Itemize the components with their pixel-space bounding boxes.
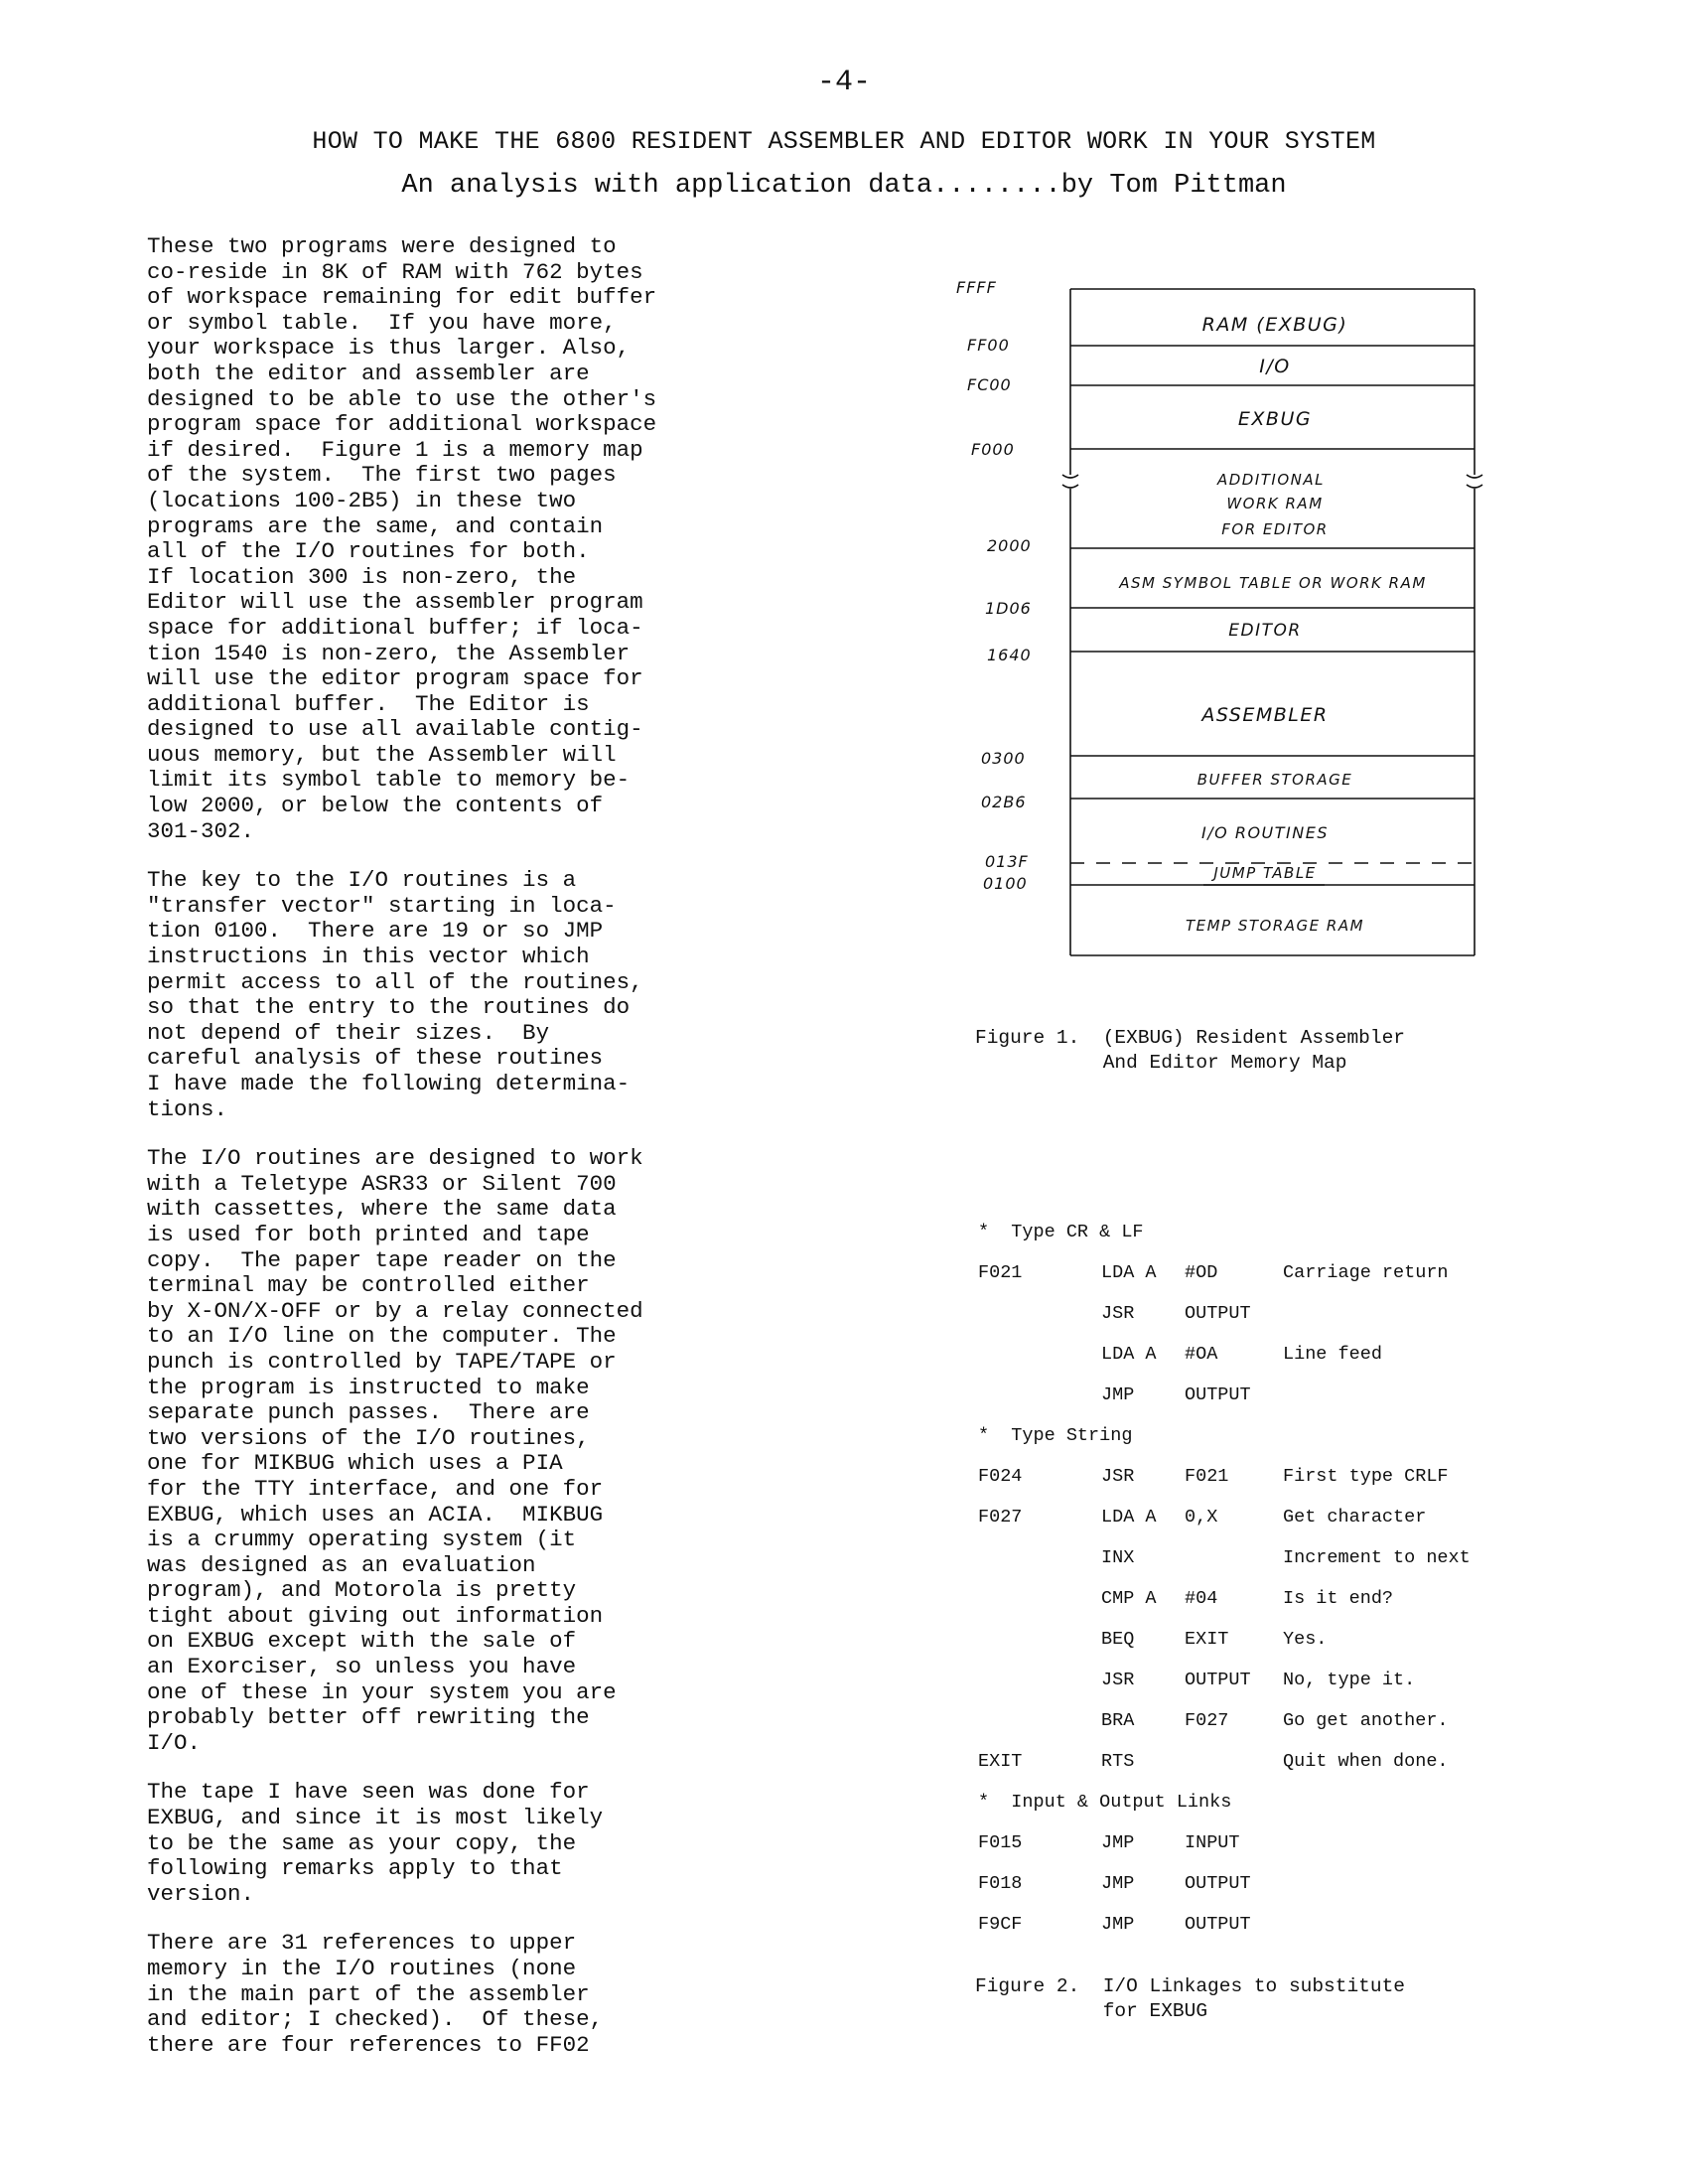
listing-op: JSR xyxy=(1101,1670,1135,1690)
article-byline: An analysis with application data........by Tom Pittman xyxy=(401,171,1287,201)
listing-operand: 0,X xyxy=(1185,1507,1218,1528)
address-label: FF00 xyxy=(967,336,1010,355)
listing-operand: OUTPUT xyxy=(1185,1670,1251,1690)
article-title: HOW TO MAKE THE 6800 RESIDENT ASSEMBLER AND EDITOR WORK IN YOUR SYSTEM xyxy=(312,127,1376,156)
region-asm-symbol-table: ASM SYMBOL TABLE OR WORK RAM xyxy=(1119,574,1427,592)
region-io: I/O xyxy=(1259,356,1291,377)
listing-operand: F027 xyxy=(1185,1710,1229,1731)
listing-label: * Input & Output Links xyxy=(978,1792,1232,1813)
listing-label: F018 xyxy=(978,1873,1023,1894)
listing-operand: OUTPUT xyxy=(1185,1914,1251,1935)
listing-label: F021 xyxy=(978,1262,1023,1283)
paragraph: The tape I have seen was done for EXBUG, and since it is most likely to be the same as your copy, the following remarks apply to that version. xyxy=(147,1779,604,1907)
region-jump-table: JUMP TABLE xyxy=(1213,864,1317,882)
region-buffer-storage: BUFFER STORAGE xyxy=(1196,771,1353,789)
region-exbug: EXBUG xyxy=(1237,408,1313,430)
memory-map-diagram xyxy=(1053,276,1609,971)
paragraph: There are 31 references to upper memory in the I/O routines (none in the main part of the assembler and editor; I checked). Of these, there are four references to FF02 xyxy=(147,1930,604,2058)
region-editor: EDITOR xyxy=(1228,621,1302,641)
paragraph: The key to the I/O routines is a "transfer vector" starting in loca- tion 0100. There are 19 or so JMP instructions in this vector which permit access to all of the routines, so that the entry to the routines do not depend of their sizes. By careful analysis of these routines I have made the following determina- tions. xyxy=(147,867,643,1122)
listing-op: LDA A xyxy=(1101,1507,1157,1528)
region-ram-exbug: RAM (EXBUG) xyxy=(1201,314,1348,336)
listing-comment: Get character xyxy=(1283,1507,1427,1528)
listing-op: JMP xyxy=(1101,1914,1135,1935)
listing-label: F027 xyxy=(978,1507,1023,1528)
address-label: F000 xyxy=(971,440,1015,459)
address-label: 1640 xyxy=(987,646,1032,664)
figure-1-caption: Figure 1. (EXBUG) Resident Assembler And Editor Memory Map xyxy=(975,1027,1405,1074)
address-label: 2000 xyxy=(987,536,1032,555)
listing-op: JMP xyxy=(1101,1873,1135,1894)
listing-label: EXIT xyxy=(978,1751,1023,1772)
listing-operand: #04 xyxy=(1185,1588,1218,1609)
listing-op: JMP xyxy=(1101,1832,1135,1853)
listing-op: INX xyxy=(1101,1547,1135,1568)
region-assembler: ASSEMBLER xyxy=(1201,704,1329,726)
listing-comment: Quit when done. xyxy=(1283,1751,1449,1772)
paragraph: These two programs were designed to co-reside in 8K of RAM with 762 bytes of workspace remaining for edit buffer or symbol table. If you have more, your workspace is thus larger. Also, both the editor and assembler are designed to be able to use the other's program space for additional workspace if desired. Figure 1 is a memory map of the system. The first two pages (locations 100-2B5) in these two programs are the same, and contain all of the I/O routines for both. If location 300 is non-zero, the Editor will use the assembler program space for additional buffer; if loca- tion 1540 is non-zero, the Assembler will use the editor program space for additional buffer. The Editor is designed to use all available contig- uous memory, but the Assembler will limit its symbol table to memory be- low 2000, or below the contents of 301-302. xyxy=(147,233,657,844)
address-label: 1D06 xyxy=(985,599,1032,618)
listing-operand: F021 xyxy=(1185,1466,1229,1487)
listing-operand: EXIT xyxy=(1185,1629,1229,1650)
listing-operand: OUTPUT xyxy=(1185,1303,1251,1324)
listing-comment: First type CRLF xyxy=(1283,1466,1449,1487)
listing-op: CMP A xyxy=(1101,1588,1157,1609)
listing-operand: #OD xyxy=(1185,1262,1218,1283)
address-label: FC00 xyxy=(967,375,1012,394)
listing-op: LDA A xyxy=(1101,1262,1157,1283)
address-label: FFFF xyxy=(956,278,997,297)
listing-operand: OUTPUT xyxy=(1185,1873,1251,1894)
region-additional: WORK RAM xyxy=(1226,495,1324,512)
region-additional: FOR EDITOR xyxy=(1221,520,1329,538)
listing-operand: #OA xyxy=(1185,1344,1218,1365)
address-label: 0300 xyxy=(981,749,1026,768)
region-temp-storage: TEMP STORAGE RAM xyxy=(1185,917,1365,935)
listing-op: JSR xyxy=(1101,1303,1135,1324)
region-io-routines: I/O ROUTINES xyxy=(1201,823,1329,842)
listing-label: * Type CR & LF xyxy=(978,1222,1144,1242)
listing-comment: Line feed xyxy=(1283,1344,1382,1365)
figure-2-caption: Figure 2. I/O Linkages to substitute for EXBUG xyxy=(975,1975,1405,2022)
listing-comment: No, type it. xyxy=(1283,1670,1416,1690)
listing-label: * Type String xyxy=(978,1425,1133,1446)
listing-op: BEQ xyxy=(1101,1629,1135,1650)
listing-comment: Increment to next xyxy=(1283,1547,1471,1568)
address-label: 013F xyxy=(985,852,1029,871)
listing-label: F9CF xyxy=(978,1914,1023,1935)
address-label: 0100 xyxy=(983,874,1028,893)
body-column xyxy=(147,234,782,2082)
listing-label: F024 xyxy=(978,1466,1023,1487)
listing-operand: OUTPUT xyxy=(1185,1384,1251,1405)
listing-comment: Is it end? xyxy=(1283,1588,1394,1609)
listing-operand: INPUT xyxy=(1185,1832,1240,1853)
listing-comment: Go get another. xyxy=(1283,1710,1449,1731)
paragraph: The I/O routines are designed to work with a Teletype ASR33 or Silent 700 with cassettes, where the same data is used for both printed and tape copy. The paper tape reader on the terminal may be controlled either by X-ON/X-OFF or by a relay connected to an I/O line on the computer. The punch is controlled by TAPE/TAPE or the program is instructed to make separate punch passes. There are two versions of the I/O routines, one for MIKBUG which uses a PIA for the TTY interface, and one for EXBUG, which uses an ACIA. MIKBUG is a crummy operating system (it was designed as an evaluation program), and Motorola is pretty tight about giving out information on EXBUG except with the sale of an Exorciser, so unless you have one of these in your system you are probably better off rewriting the I/O. xyxy=(147,1145,643,1756)
listing-comment: Yes. xyxy=(1283,1629,1328,1650)
page-number: -4- xyxy=(816,66,871,99)
listing-op: RTS xyxy=(1101,1751,1135,1772)
address-label: 02B6 xyxy=(981,793,1027,811)
listing-op: LDA A xyxy=(1101,1344,1157,1365)
listing-op: BRA xyxy=(1101,1710,1135,1731)
listing-label: F015 xyxy=(978,1832,1023,1853)
region-additional: ADDITIONAL xyxy=(1216,471,1326,489)
listing-comment: Carriage return xyxy=(1283,1262,1449,1283)
listing-op: JMP xyxy=(1101,1384,1135,1405)
listing-op: JSR xyxy=(1101,1466,1135,1487)
